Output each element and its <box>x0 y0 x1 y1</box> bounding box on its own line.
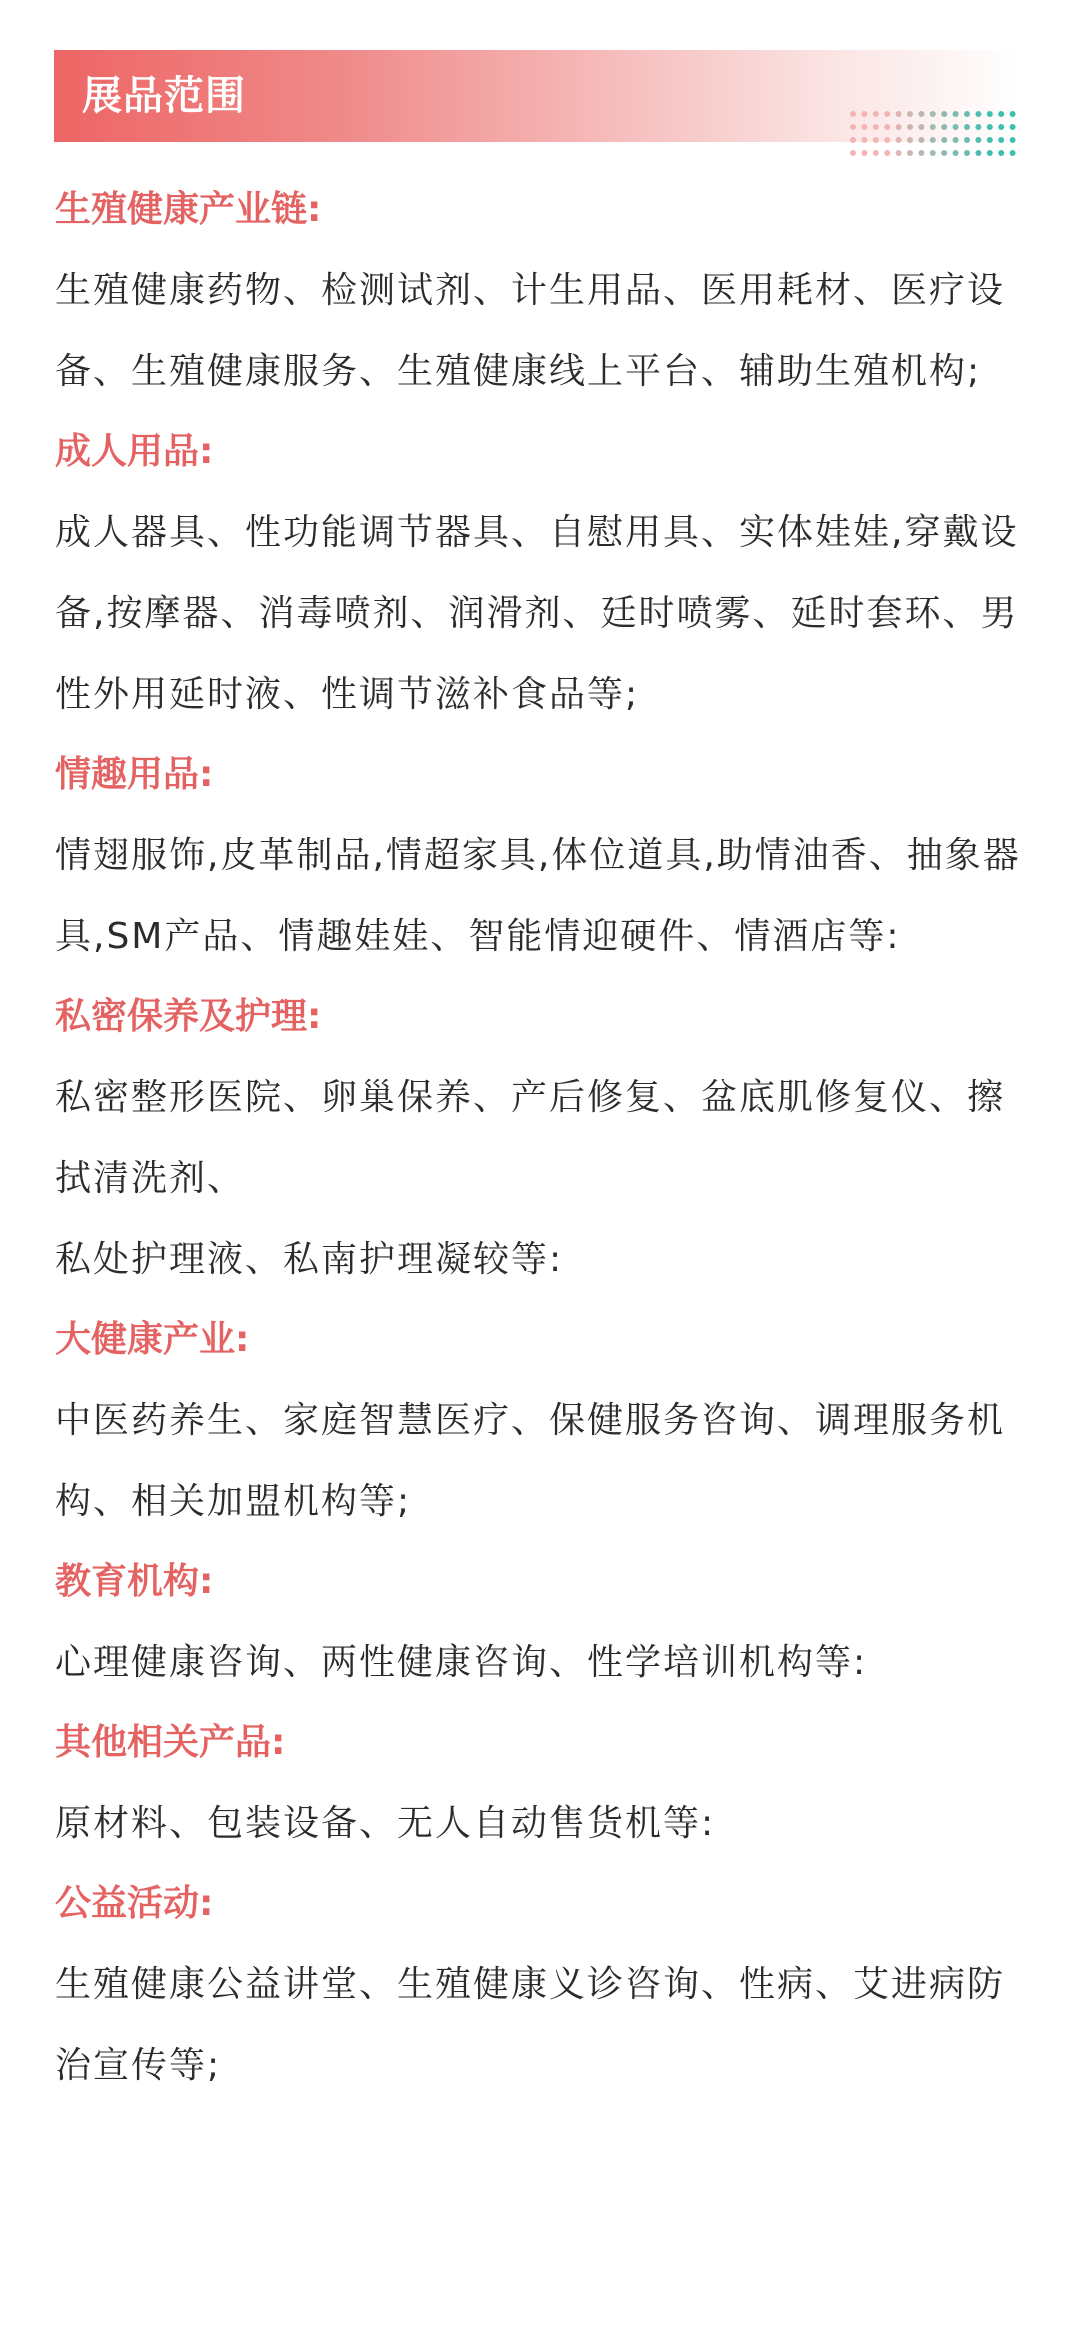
section-body: 生殖健康公益讲堂、生殖健康义诊咨询、性病、艾进病防治宣传等; <box>55 1964 1006 2086</box>
section-private-care <box>55 977 1029 1300</box>
section-heading: 教育机构: <box>55 1561 214 1602</box>
section-body: 生殖健康药物、检测试剂、计生用品、医用耗材、医疗设备、生殖健康服务、生殖健康线上平台、辅助生殖机构; <box>55 270 1006 392</box>
section-public-welfare <box>55 1864 1029 2106</box>
section-body: 成人器具、性功能调节器具、自慰用具、实体娃娃,穿戴设备,按摩器、消毒喷剂、润滑剂、廷时喷雾、延时套环、男性外用延时液、性调节滋补食品等; <box>55 512 1019 715</box>
section-education <box>55 1542 1029 1703</box>
section-adult-products <box>55 412 1029 735</box>
section-body: 心理健康咨询、两性健康咨询、性学培训机构等: <box>55 1642 868 1683</box>
section-other-products <box>55 1703 1029 1864</box>
section-body: 私处护理液、私南护理凝较等: <box>55 1239 564 1280</box>
section-body: 私密整形医院、卵巢保养、产后修复、盆底肌修复仪、擦拭清洗剂、 <box>55 1077 1006 1199</box>
section-heading: 成人用品: <box>55 431 214 472</box>
section-heading: 公益活动: <box>55 1883 214 1924</box>
section-heading: 其他相关产品: <box>55 1722 286 1763</box>
section-heading: 大健康产业: <box>55 1319 250 1360</box>
section-reproductive-health <box>55 170 1029 412</box>
section-fun-products <box>55 735 1029 977</box>
section-heading: 私密保养及护理: <box>55 996 322 1037</box>
section-body: 中医药养生、家庭智慧医疗、保健服务咨询、调理服务机构、相关加盟机构等; <box>55 1400 1006 1522</box>
section-big-health <box>55 1300 1029 1542</box>
section-heading: 情趣用品: <box>55 754 214 795</box>
section-heading: 生殖健康产业链: <box>55 189 322 230</box>
exhibit-scope-content <box>55 170 1029 2106</box>
decorative-dots-icon <box>847 107 1019 162</box>
section-body: 情翅服饰,皮革制品,情超家具,体位道具,助情油香、抽象器具,SM产品、情趣娃娃、智能情迎硬件、情酒店等: <box>55 835 1021 957</box>
section-body: 原材料、包装设备、无人自动售货机等: <box>55 1803 716 1844</box>
banner-title: 展品范围 <box>82 73 246 119</box>
